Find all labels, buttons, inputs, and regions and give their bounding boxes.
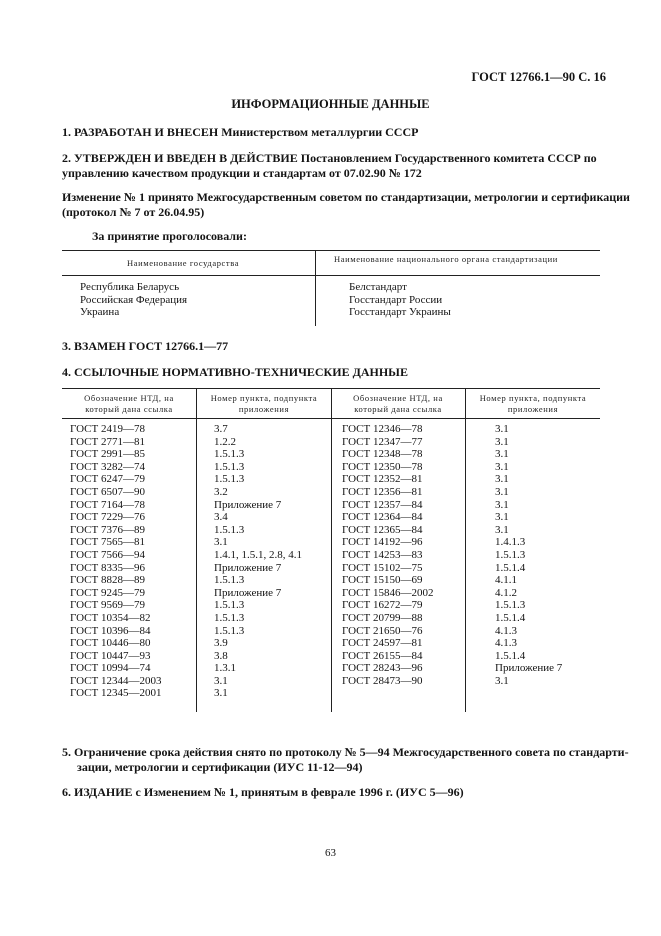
ref-item-number: 1.5.1.3 [214, 473, 245, 486]
ref-doc-designation: ГОСТ 12344—2003 [70, 674, 162, 687]
ref-doc-designation: ГОСТ 10447—93 [70, 649, 151, 662]
ref-doc-designation: ГОСТ 12365—84 [342, 523, 423, 536]
ref-doc-designation: ГОСТ 14192—96 [342, 536, 423, 549]
ref-item-number: 1.5.1.3 [214, 460, 245, 473]
ref-header-designation-right: Обозначение НТД, на [353, 393, 443, 403]
section-4: 4. ССЫЛОЧНЫЕ НОРМАТИВНО-ТЕХНИЧЕСКИЕ ДАННЫЕ [62, 365, 408, 379]
ref-left-items-column [214, 423, 302, 700]
section-1: 1. РАЗРАБОТАН И ВНЕСЕН Министерством металлургии СССР [62, 125, 419, 139]
page-number: 63 [325, 847, 336, 859]
ref-item-number: 3.1 [214, 536, 228, 549]
voted-label: За принятие проголосовали: [92, 229, 247, 243]
ref-doc-designation: ГОСТ 2771—81 [70, 435, 145, 448]
ref-item-number: 1.5.1.3 [495, 548, 526, 561]
section-2-line-2: управлению качеством продукции и стандартам от 07.02.90 № 172 [62, 166, 422, 180]
vote-state: Республика Беларусь [80, 281, 180, 293]
ref-item-number: 1.2.2 [214, 435, 236, 448]
ref-doc-designation: ГОСТ 8828—89 [70, 574, 145, 587]
ref-doc-designation: ГОСТ 7376—89 [70, 523, 145, 536]
ref-doc-designation: ГОСТ 15102—75 [342, 561, 423, 574]
section-5-line-1: 5. Ограничение срока действия снято по протоколу № 5—94 Межгосударственного совета по стандарти- [62, 745, 629, 759]
ref-doc-designation: ГОСТ 24597—81 [342, 637, 423, 650]
ref-doc-designation: ГОСТ 7229—76 [70, 511, 145, 524]
ref-item-number: Приложение 7 [214, 561, 282, 574]
ref-item-number: 3.2 [214, 485, 228, 498]
ref-doc-designation: ГОСТ 16272—79 [342, 599, 423, 612]
vote-state: Украина [80, 306, 120, 319]
ref-item-number: 1.5.1.3 [214, 448, 245, 461]
ref-item-number: 1.5.1.3 [214, 523, 245, 536]
ref-doc-designation: ГОСТ 7566—94 [70, 548, 145, 561]
ref-doc-designation: ГОСТ 21650—76 [342, 624, 423, 637]
ref-header-designation: Обозначение НТД, на [84, 393, 174, 403]
ref-item-number: 3.1 [214, 687, 228, 700]
ref-doc-designation: ГОСТ 12352—81 [342, 473, 423, 486]
ref-doc-designation: ГОСТ 12346—78 [342, 423, 423, 435]
ref-doc-designation: ГОСТ 6247—79 [70, 473, 145, 486]
ref-item-number: 1.3.1 [214, 662, 236, 675]
ref-header-item-right-2: приложения [507, 404, 559, 414]
vote-body: Госстандарт России [349, 293, 443, 306]
ref-doc-designation: ГОСТ 12348—78 [342, 448, 423, 461]
vote-header-state: Наименование государства [127, 258, 240, 268]
ref-doc-designation: ГОСТ 7164—78 [70, 498, 145, 511]
ref-item-number: 4.1.3 [495, 624, 517, 637]
ref-item-number: 4.1.1 [495, 574, 517, 587]
ref-item-number: 3.1 [495, 473, 509, 486]
section-2-line-1: 2. УТВЕРЖДЕН И ВВЕДЕН В ДЕЙСТВИЕ Постановлением Государственного комитета СССР по [62, 151, 597, 165]
ref-right-items-column [495, 423, 562, 687]
ref-doc-designation: ГОСТ 6507—90 [70, 485, 145, 498]
ref-item-number: 3.9 [214, 637, 228, 650]
section-3: 3. ВЗАМЕН ГОСТ 12766.1—77 [62, 339, 229, 353]
ref-item-number: 1.5.1.3 [214, 574, 245, 587]
ref-item-number: 3.1 [495, 460, 509, 473]
ref-item-number: 3.1 [495, 674, 509, 687]
ref-item-number: 1.5.1.3 [214, 599, 245, 612]
ref-doc-designation: ГОСТ 7565—81 [70, 536, 145, 549]
ref-header-item: Номер пункта, подпункта [210, 393, 318, 403]
ref-item-number: 1.5.1.4 [495, 611, 526, 624]
ref-doc-designation: ГОСТ 26155—84 [342, 649, 423, 662]
amendment-line-2: (протокол № 7 от 26.04.95) [62, 205, 205, 219]
ref-item-number: 3.7 [214, 423, 228, 435]
amendment-line-1: Изменение № 1 принято Межгосударственным советом по стандартизации, метрологии и сертификации [62, 190, 630, 204]
ref-doc-designation: ГОСТ 8335—96 [70, 561, 145, 574]
ref-doc-designation: ГОСТ 15846—2002 [342, 586, 434, 599]
ref-doc-designation: ГОСТ 3282—74 [70, 460, 145, 473]
vote-body: Госстандарт Украины [349, 306, 451, 319]
ref-item-number: 3.1 [495, 511, 509, 524]
ref-item-number: 3.1 [495, 448, 509, 461]
vote-header-body: Наименование национального органа стандартизации [334, 254, 558, 264]
ref-doc-designation: ГОСТ 12364—84 [342, 511, 423, 524]
document-reference: ГОСТ 12766.1—90 С. 16 [471, 70, 606, 84]
ref-item-number: 3.1 [495, 485, 509, 498]
ref-doc-designation: ГОСТ 20799—88 [342, 611, 423, 624]
ref-doc-designation: ГОСТ 9569—79 [70, 599, 145, 612]
ref-item-number: Приложение 7 [214, 586, 282, 599]
ref-item-number: 3.1 [214, 674, 228, 687]
ref-left-docs-column [70, 423, 161, 700]
ref-item-number: 1.5.1.4 [495, 561, 526, 574]
ref-item-number: 3.1 [495, 423, 509, 435]
ref-item-number: 3.1 [495, 523, 509, 536]
ref-doc-designation: ГОСТ 28243—96 [342, 662, 423, 675]
section-6: 6. ИЗДАНИЕ с Изменением № 1, принятым в феврале 1996 г. (ИУС 5—96) [62, 785, 464, 799]
ref-item-number: Приложение 7 [214, 498, 282, 511]
ref-doc-designation: ГОСТ 12357—84 [342, 498, 423, 511]
ref-doc-designation: ГОСТ 12356—81 [342, 485, 423, 498]
ref-doc-designation: ГОСТ 10446—80 [70, 637, 151, 650]
ref-item-number: 4.1.2 [495, 586, 517, 599]
page-title: ИНФОРМАЦИОННЫЕ ДАННЫЕ [231, 97, 430, 111]
ref-header-item-right: Номер пункта, подпункта [479, 393, 587, 403]
vote-states-column [80, 281, 187, 319]
ref-header-designation-right-2: который дана ссылка [354, 404, 442, 414]
ref-doc-designation: ГОСТ 10354—82 [70, 611, 151, 624]
ref-doc-designation: ГОСТ 14253—83 [342, 548, 423, 561]
vote-body: Белстандарт [349, 281, 407, 293]
ref-doc-designation: ГОСТ 12347—77 [342, 435, 423, 448]
ref-item-number: 4.1.3 [495, 637, 517, 650]
ref-item-number: 3.1 [495, 498, 509, 511]
ref-item-number: 1.5.1.3 [214, 624, 245, 637]
ref-doc-designation: ГОСТ 12350—78 [342, 460, 423, 473]
ref-doc-designation: ГОСТ 10994—74 [70, 662, 151, 675]
ref-doc-designation: ГОСТ 2419—78 [70, 423, 145, 435]
ref-doc-designation: ГОСТ 12345—2001 [70, 687, 162, 700]
ref-item-number: 1.4.1, 1.5.1, 2.8, 4.1 [214, 548, 302, 561]
ref-header-designation-2: который дана ссылка [85, 404, 173, 414]
vote-bodies-column [349, 281, 451, 319]
ref-right-docs-column [342, 423, 433, 687]
ref-item-number: 1.4.1.3 [495, 536, 526, 549]
ref-item-number: 1.5.1.4 [495, 649, 526, 662]
ref-item-number: 3.1 [495, 435, 509, 448]
ref-doc-designation: ГОСТ 15150—69 [342, 574, 423, 587]
ref-doc-designation: ГОСТ 10396—84 [70, 624, 151, 637]
ref-doc-designation: ГОСТ 28473—90 [342, 674, 423, 687]
ref-header-item-2: приложения [238, 404, 290, 414]
vote-state: Российская Федерация [80, 293, 188, 306]
ref-item-number: 1.5.1.3 [214, 611, 245, 624]
ref-doc-designation: ГОСТ 9245—79 [70, 586, 145, 599]
ref-item-number: 3.8 [214, 649, 228, 662]
ref-doc-designation: ГОСТ 2991—85 [70, 448, 145, 461]
section-5-line-2: зации, метрологии и сертификации (ИУС 11-12—94) [77, 760, 363, 774]
ref-item-number: Приложение 7 [495, 662, 563, 675]
ref-item-number: 3.4 [214, 511, 228, 524]
ref-item-number: 1.5.1.3 [495, 599, 526, 612]
